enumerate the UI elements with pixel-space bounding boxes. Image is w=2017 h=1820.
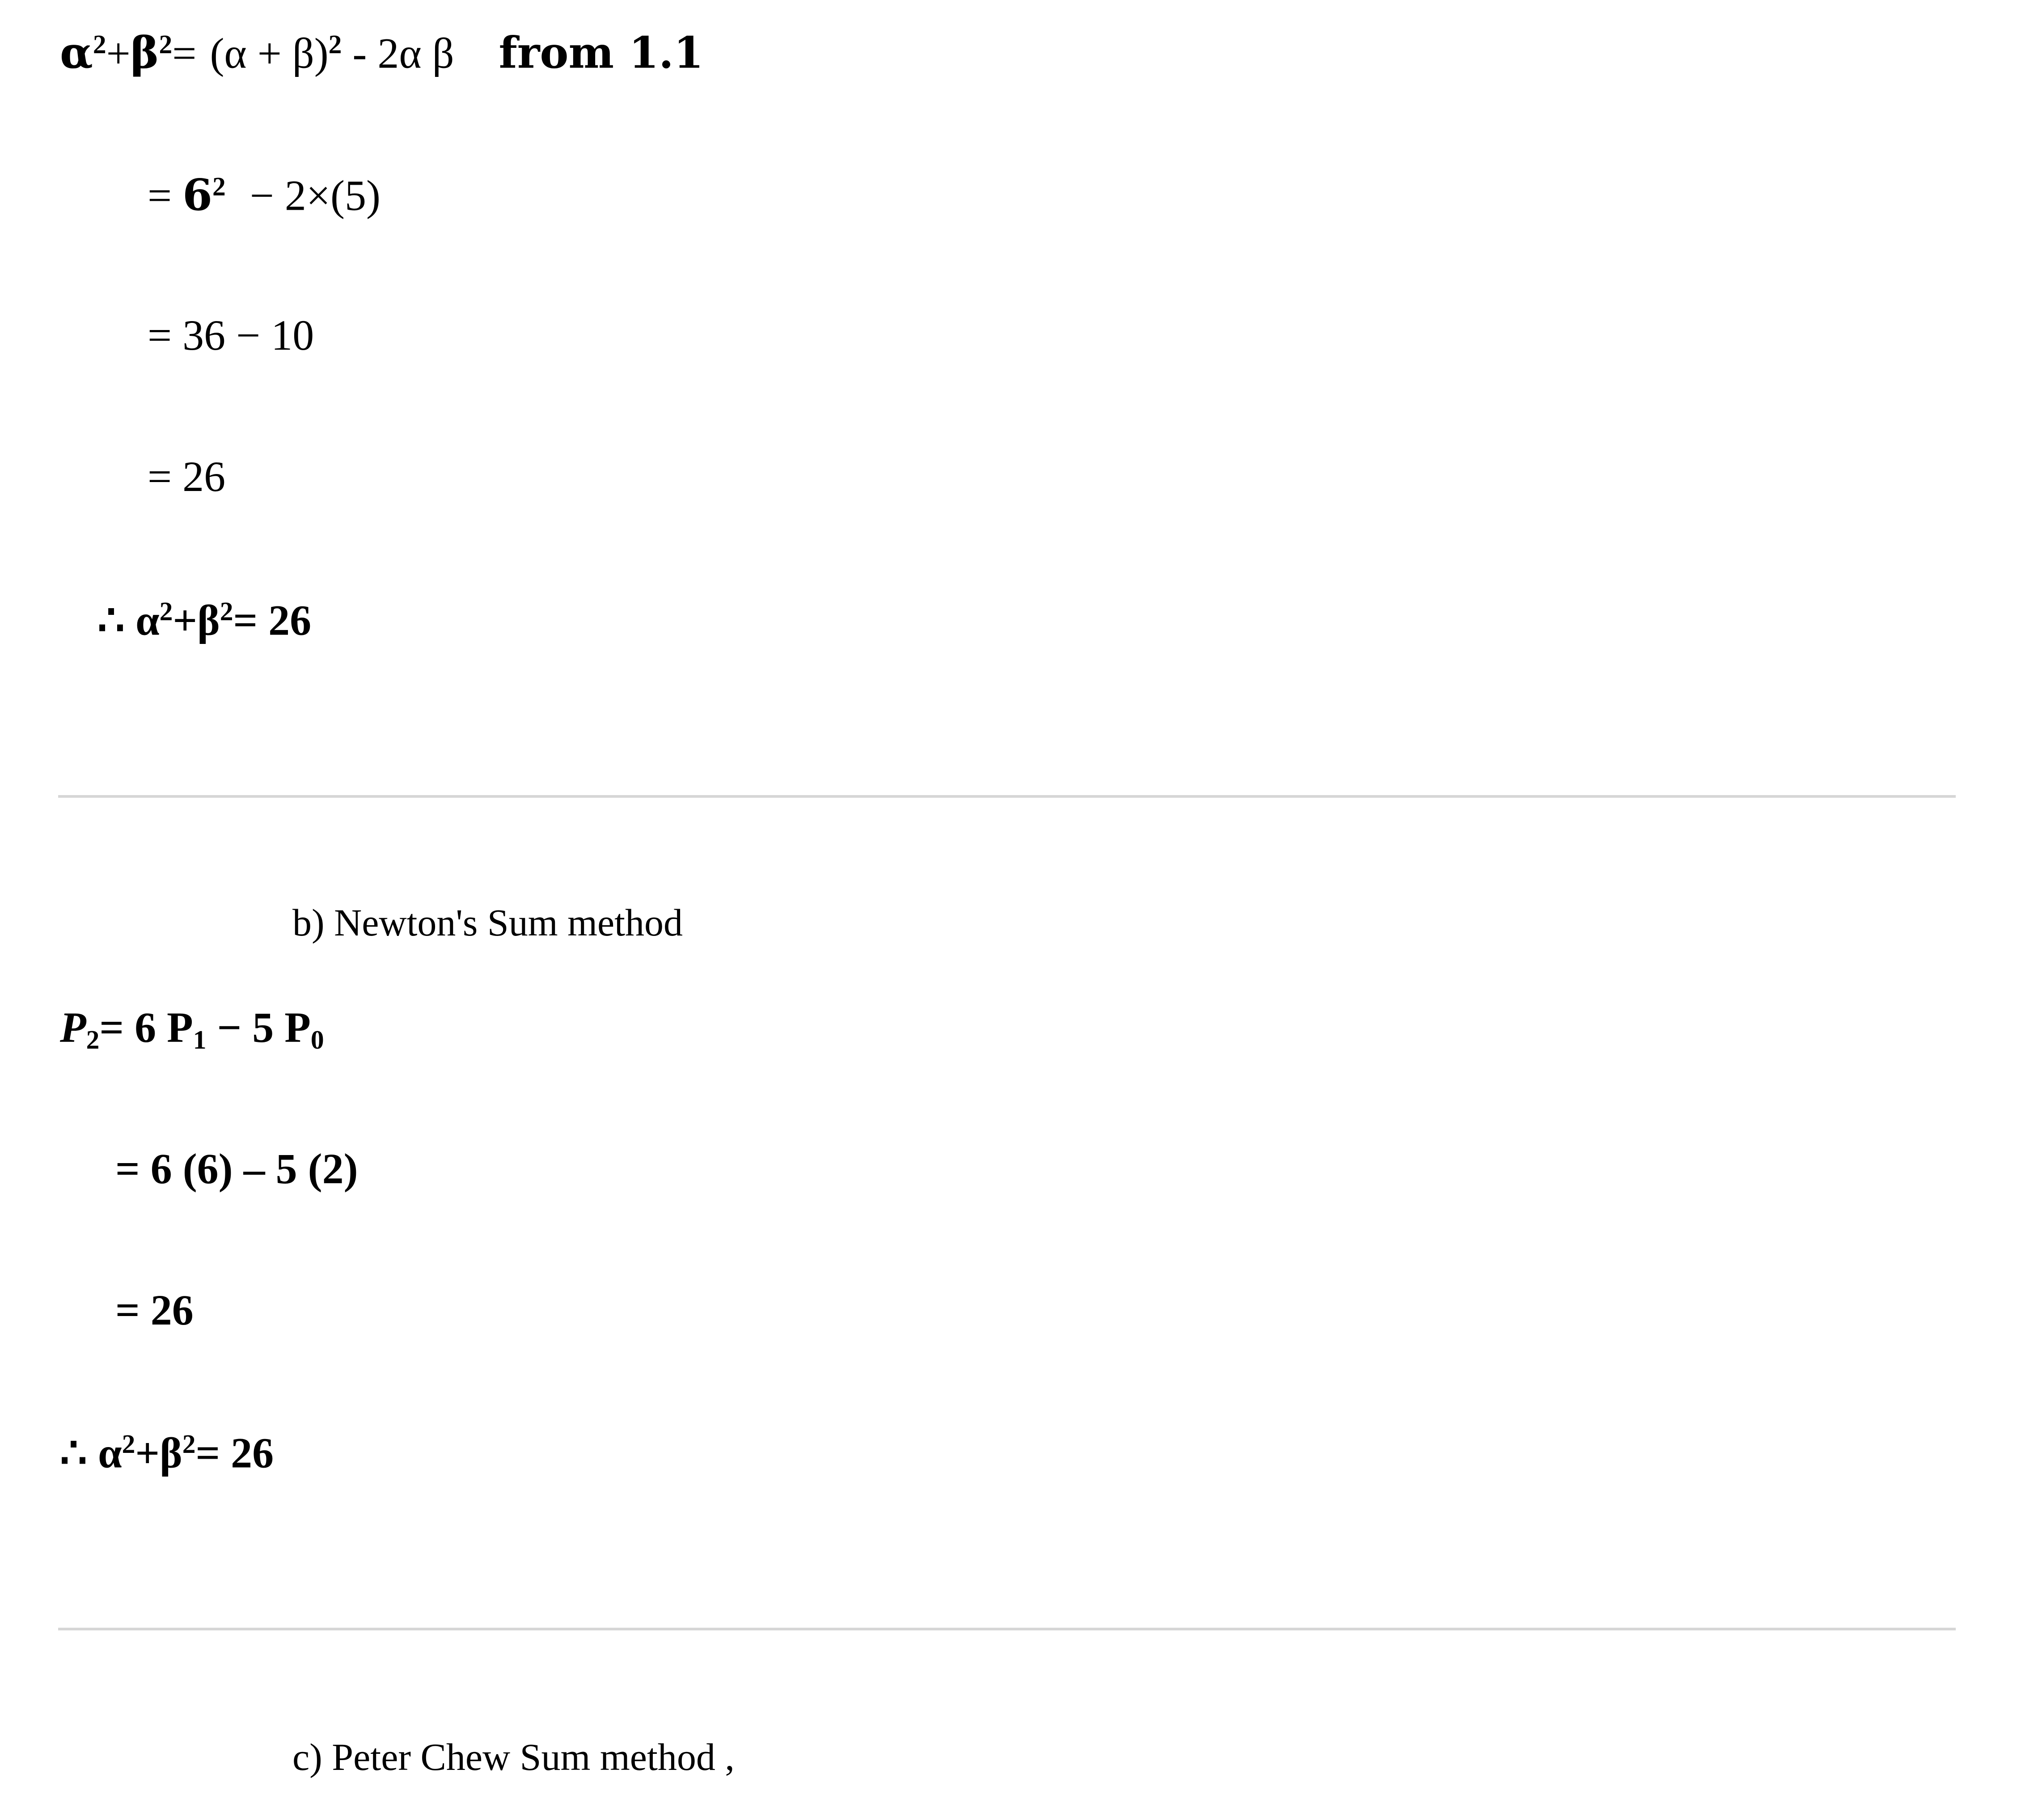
lhs-beta: β (130, 27, 159, 78)
plus: + (173, 596, 198, 644)
exponent: 2 (212, 172, 226, 201)
lhs-exponent-2: 2 (159, 30, 173, 59)
result: = 26 (195, 1429, 274, 1477)
lhs-alpha: α (60, 27, 93, 78)
middle-term: = 6 P (99, 1003, 193, 1051)
heading-peter-chew-sum-method: c) Peter Chew Sum method , (292, 1735, 735, 1778)
rhs-parenthesis: (α + β) (210, 29, 329, 77)
lhs-exponent-1: 2 (93, 30, 106, 59)
equals: = (148, 171, 172, 220)
newton-equation-line-3: = 26 (115, 1286, 194, 1334)
therefore-symbol: ∴ (60, 1429, 88, 1477)
exponent-1: 2 (159, 597, 173, 626)
beta: β (160, 1429, 182, 1477)
result: = 26 (233, 596, 312, 644)
rest-term: − 2×(5) (249, 171, 381, 220)
p-subscript-1: 1 (193, 1024, 207, 1054)
plus: + (135, 1429, 160, 1477)
equation-line-2 (148, 169, 381, 220)
newton-equation-line-2: = 6 (6) – 5 (2) (115, 1145, 358, 1193)
conclusion-a (97, 598, 311, 642)
p-subscript-2: 2 (86, 1024, 100, 1054)
exponent-2: 2 (182, 1429, 196, 1459)
exponent-1: 2 (122, 1429, 135, 1459)
lhs-equals: = (172, 29, 197, 77)
p-subscript-0: 0 (310, 1024, 324, 1054)
rhs-exponent: 2 (328, 30, 342, 59)
beta: β (197, 596, 220, 644)
minus-term: − 5 P (206, 1003, 311, 1051)
equation-line-3: = 36 − 10 (148, 311, 314, 359)
alpha: α (98, 1429, 122, 1477)
exponent-2: 2 (220, 597, 233, 626)
alpha: α (135, 596, 160, 644)
p-symbol: P (60, 1003, 86, 1051)
section-divider-2 (58, 1628, 1956, 1630)
lhs-plus: + (106, 29, 131, 77)
therefore-symbol: ∴ (97, 596, 125, 644)
equation-line-4: = 26 (148, 453, 226, 500)
newton-equation-line-1 (60, 1003, 324, 1054)
heading-newton-sum-method: b) Newton's Sum method (292, 901, 683, 944)
reference-note: from 1.1 (499, 27, 704, 78)
base-six: 6 (182, 169, 212, 220)
equation-line-1 (60, 27, 704, 78)
rhs-rest: - 2α β (342, 29, 454, 77)
section-divider-1 (58, 795, 1956, 798)
conclusion-b (60, 1431, 274, 1475)
